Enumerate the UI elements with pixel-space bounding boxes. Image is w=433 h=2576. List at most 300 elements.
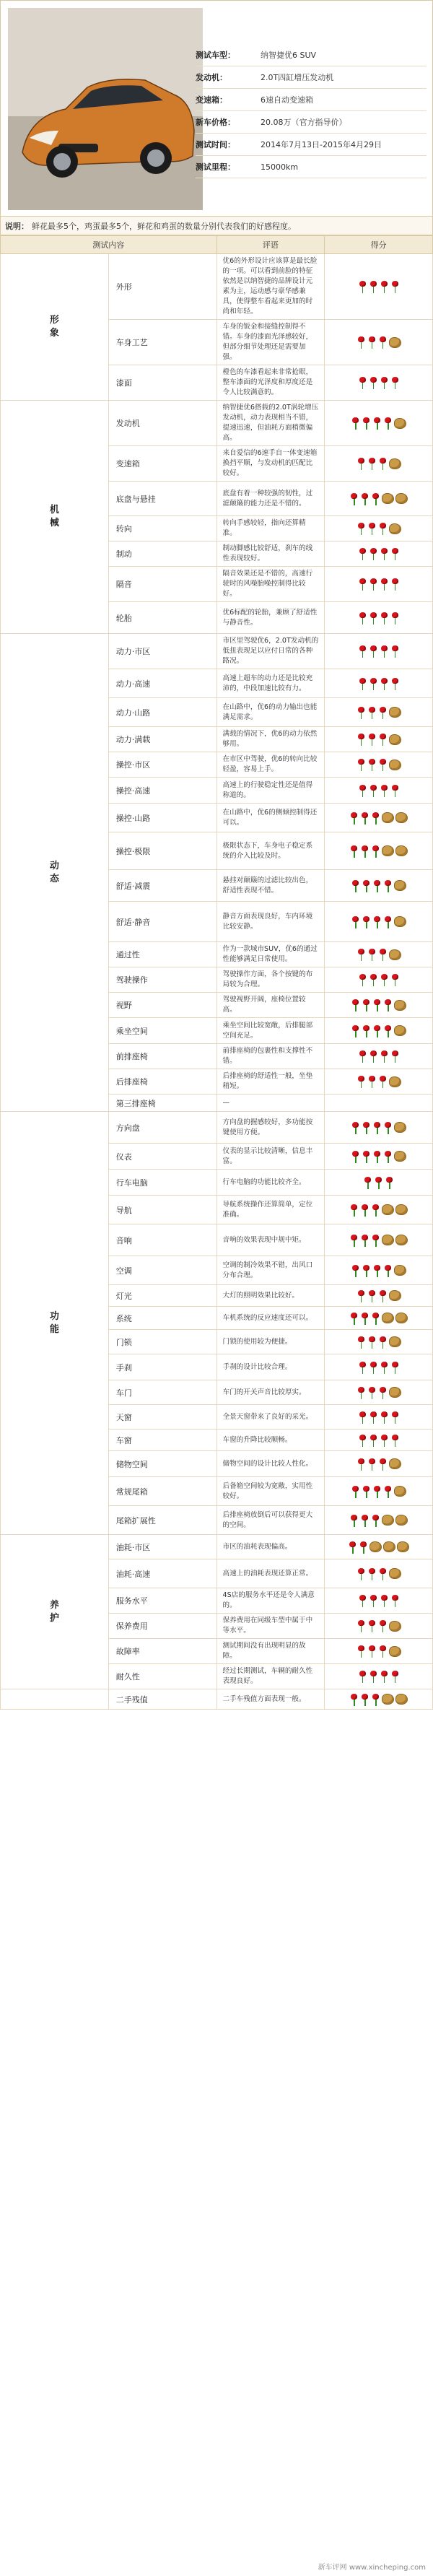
rose-icon (378, 457, 388, 470)
rose-icon (351, 1150, 360, 1163)
spec-engine (196, 66, 427, 89)
category-label: 养护 (49, 1599, 59, 1624)
review-text-cell: 在山路中，优6的侧倾控制得还可以。 (216, 804, 325, 832)
rose-icon (367, 1386, 377, 1399)
rose-icon (390, 280, 400, 293)
review-text-cell: 极限状态下，车身电子稳定系统的介入比较及时。 (216, 832, 325, 870)
egg-icon (395, 1313, 408, 1323)
rose-icon (380, 547, 389, 560)
score-cell (325, 1405, 433, 1430)
rose-icon (357, 336, 366, 349)
spec-test-time (196, 134, 427, 156)
score-cell (325, 1018, 433, 1044)
table-row (1, 1112, 433, 1144)
rose-icon (360, 845, 369, 858)
review-text-cell: 悬挂对颠簸的过滤比较出色，舒适性表现不错。 (216, 870, 325, 902)
rose-icon (358, 547, 367, 560)
score-cell (325, 1256, 433, 1285)
review-text-cell: 优6标配的轮胎，兼顾了舒适性与静音性。 (216, 602, 325, 634)
rose-icon (360, 1312, 369, 1325)
rose-icon (367, 1619, 377, 1632)
score-cell (325, 1535, 433, 1559)
test-item-cell: 制动 (108, 541, 216, 567)
rose-icon (358, 677, 367, 690)
rose-icon (378, 336, 388, 349)
rose-icon (351, 1485, 360, 1498)
rose-icon (362, 915, 371, 928)
review-text-cell: 仪表的显示比较清晰，信息丰富。 (216, 1144, 325, 1170)
score-cell (325, 698, 433, 727)
rose-icon (357, 733, 366, 746)
score-cell (325, 1330, 433, 1354)
rose-icon (369, 612, 378, 625)
review-text-cell: 高速上超车的动力还是比较充沛的，中段加速比较有力。 (216, 669, 325, 698)
rose-icon (390, 645, 400, 658)
rose-icon (358, 645, 367, 658)
egg-icon (394, 1486, 406, 1497)
review-text-cell: 门锁的使用较为便捷。 (216, 1330, 325, 1354)
egg-icon (394, 1000, 406, 1011)
rose-icon (367, 758, 377, 771)
test-item-cell: 前排座椅 (108, 1044, 216, 1069)
test-item-cell: 常规尾箱 (108, 1477, 216, 1506)
rose-icon (372, 1264, 382, 1277)
rose-icon (383, 1485, 393, 1498)
rose-icon (357, 948, 366, 961)
test-item-cell: 视野 (108, 993, 216, 1018)
egg-icon (394, 1025, 406, 1036)
score-cell (325, 1285, 433, 1307)
spec-label: 测试车型： (196, 51, 235, 60)
review-text-cell: 空调的制冷效果不错，出风口分布合理。 (216, 1256, 325, 1285)
egg-icon (395, 1204, 408, 1215)
category-label: 功能 (49, 1310, 59, 1335)
test-item-cell: 舒适·静音 (108, 902, 216, 942)
score-cell (325, 1044, 433, 1069)
test-item-cell: 后排座椅 (108, 1069, 216, 1095)
rose-icon (367, 1645, 377, 1658)
spec-list (196, 44, 427, 178)
review-text-cell: 市区里驾驶优6，2.0T发动机的低扭表现足以应付日常的各种路况。 (216, 634, 325, 669)
rose-icon (385, 1176, 394, 1189)
rose-icon (372, 915, 382, 928)
review-text-cell: 隔音效果还是不错的，高速行驶时的风噪胎噪控制得比较好。 (216, 567, 325, 602)
spec-gearbox (196, 89, 427, 111)
rose-icon (380, 612, 389, 625)
test-item-cell: 操控·高速 (108, 778, 216, 804)
rose-icon (349, 1514, 359, 1527)
rose-icon (378, 1458, 388, 1471)
rose-icon (378, 948, 388, 961)
egg-icon (389, 760, 401, 770)
rose-icon (367, 948, 377, 961)
rose-icon (383, 915, 393, 928)
egg-icon (395, 493, 408, 504)
header-block (0, 0, 433, 217)
spec-value: 2.0T四缸增压发动机 (261, 73, 334, 82)
spec-value: 2014年7月13日-2015年4月29日 (261, 140, 382, 149)
test-item-cell: 动力·满载 (108, 727, 216, 752)
rose-icon (380, 973, 389, 986)
rose-icon (367, 1458, 377, 1471)
rose-icon (378, 1075, 388, 1088)
rose-icon (349, 845, 359, 858)
review-text-cell: 静音方面表现良好，车内环境比较安静。 (216, 902, 325, 942)
review-text-cell: 橙色的车漆看起来非常抢眼，整车漆面的光泽度和厚度还是令人比较满意的。 (216, 365, 325, 401)
rose-icon (358, 1411, 367, 1424)
rose-icon (357, 1289, 366, 1302)
score-cell (325, 1170, 433, 1196)
test-item-cell: 耐久性 (108, 1664, 216, 1689)
review-text-cell: 手刹的设计比较合理。 (216, 1354, 325, 1380)
score-cell (325, 1380, 433, 1405)
rose-icon (380, 645, 389, 658)
table-header-row (1, 236, 433, 254)
test-item-cell: 隔音 (108, 567, 216, 602)
score-cell (325, 634, 433, 669)
rose-icon (380, 280, 389, 293)
review-table (0, 235, 433, 1710)
rose-icon (380, 784, 389, 797)
egg-icon (389, 949, 401, 960)
rose-icon (369, 1670, 378, 1683)
review-text-cell: 二手车残值方面表现一般。 (216, 1689, 325, 1710)
review-text-cell: 前排座椅的包裹性和支撑性不错。 (216, 1044, 325, 1069)
egg-icon (382, 845, 394, 856)
table-row (1, 1689, 433, 1710)
rose-icon (357, 1336, 366, 1349)
score-cell (325, 1451, 433, 1477)
rose-icon (390, 612, 400, 625)
rose-icon (369, 973, 378, 986)
review-text-cell: 4S店的服务水平还是令人满意的。 (216, 1588, 325, 1614)
rose-icon (378, 1645, 388, 1658)
score-cell (325, 541, 433, 567)
rose-icon (367, 733, 377, 746)
table-row (1, 401, 433, 446)
rose-icon (371, 845, 380, 858)
table-row (1, 634, 433, 669)
rose-icon (390, 784, 400, 797)
category-cell (1, 1689, 109, 1710)
egg-icon (389, 707, 401, 718)
review-text-cell: 在山路中，优6的动力输出也能满足需求。 (216, 698, 325, 727)
egg-icon (389, 1290, 401, 1301)
rose-icon (371, 1234, 380, 1247)
rose-icon (362, 1264, 371, 1277)
rose-icon (367, 457, 377, 470)
test-item-cell: 乘坐空间 (108, 1018, 216, 1044)
test-item-cell: 门锁 (108, 1330, 216, 1354)
rose-icon (358, 280, 367, 293)
egg-icon (394, 1122, 406, 1133)
score-cell (325, 1307, 433, 1330)
rose-icon (362, 1150, 371, 1163)
rose-icon (372, 417, 382, 430)
egg-icon (397, 1541, 409, 1552)
rose-icon (371, 1693, 380, 1706)
egg-icon (395, 1694, 408, 1705)
note-label: 说明： (5, 221, 29, 231)
score-cell (325, 254, 433, 320)
rose-icon (378, 1289, 388, 1302)
category-label: 形象 (49, 315, 59, 339)
score-cell (325, 902, 433, 942)
rose-icon (351, 915, 360, 928)
egg-icon (395, 845, 408, 856)
test-item-cell: 底盘与悬挂 (108, 482, 216, 516)
review-text-cell: 制动脚感比较舒适，刹车的线性表现较好。 (216, 541, 325, 567)
score-cell (325, 1559, 433, 1588)
rose-icon (378, 1386, 388, 1399)
test-item-cell: 动力·市区 (108, 634, 216, 669)
review-text-cell: 保养费用在同级车型中属于中等水平。 (216, 1614, 325, 1639)
rose-icon (367, 1336, 377, 1349)
rose-icon (371, 1514, 380, 1527)
rose-icon (357, 457, 366, 470)
rose-icon (349, 1204, 359, 1217)
test-item-cell: 轮胎 (108, 602, 216, 634)
test-item-cell: 转向 (108, 516, 216, 541)
rose-icon (383, 879, 393, 892)
rose-icon (369, 547, 378, 560)
rose-icon (351, 417, 360, 430)
score-cell (325, 1477, 433, 1506)
rose-icon (357, 1619, 366, 1632)
test-item-cell: 操控·山路 (108, 804, 216, 832)
review-text-cell: 全景天窗带来了良好的采光。 (216, 1405, 325, 1430)
score-cell (325, 752, 433, 778)
rose-icon (369, 1594, 378, 1607)
score-cell (325, 365, 433, 401)
rose-icon (362, 1121, 371, 1134)
rose-icon (390, 1594, 400, 1607)
spec-value: 15000km (261, 162, 299, 172)
rose-icon (357, 1386, 366, 1399)
category-label: 动态 (49, 860, 59, 884)
rose-icon (357, 1458, 366, 1471)
rose-icon (358, 1594, 367, 1607)
rose-icon (383, 1264, 393, 1277)
test-item-cell: 保养费用 (108, 1614, 216, 1639)
review-text-cell: 车身的钣金和接缝控制得不错。车身的漆面光泽感较好，但部分细节处理还是需要加强。 (216, 320, 325, 365)
egg-icon (389, 1458, 401, 1469)
review-text-cell: 后排座椅的舒适性一般，坐垫稍短。 (216, 1069, 325, 1095)
egg-icon (389, 523, 401, 534)
rose-icon (380, 376, 389, 389)
rose-icon (378, 1567, 388, 1580)
egg-icon (389, 734, 401, 745)
rose-icon (380, 1050, 389, 1063)
review-text-cell: 行车电脑的功能比较齐全。 (216, 1170, 325, 1196)
spec-label: 测试里程： (196, 162, 235, 172)
rose-icon (357, 758, 366, 771)
rose-icon (351, 1024, 360, 1037)
review-text-cell: 纳智捷优6搭载的2.0T涡轮增压发动机，动力表现相当不错，提速迅速，但油耗方面稍微偏高。 (216, 401, 325, 446)
score-cell (325, 1664, 433, 1689)
col-review: 评语 (216, 236, 325, 254)
score-cell (325, 778, 433, 804)
egg-icon (389, 1387, 401, 1398)
review-text-cell: 驾驶操作方面，各个按键的布局较为合理。 (216, 967, 325, 993)
spec-price (196, 111, 427, 134)
rose-icon (390, 1411, 400, 1424)
rose-icon (358, 973, 367, 986)
review-text-cell: 导航系统操作还算简单，定位准确。 (216, 1196, 325, 1224)
score-cell (325, 967, 433, 993)
rose-icon (357, 706, 366, 719)
test-item-cell: 驾驶操作 (108, 967, 216, 993)
rose-icon (380, 1361, 389, 1374)
rose-icon (369, 1361, 378, 1374)
test-item-cell: 系统 (108, 1307, 216, 1330)
egg-icon (394, 418, 406, 429)
rose-icon (358, 612, 367, 625)
rose-icon (358, 376, 367, 389)
score-cell (325, 1224, 433, 1256)
score-cell (325, 1430, 433, 1451)
egg-icon (382, 1694, 394, 1705)
test-item-cell: 发动机 (108, 401, 216, 446)
rose-icon (367, 522, 377, 535)
rose-icon (349, 1693, 359, 1706)
test-item-cell: 油耗·市区 (108, 1535, 216, 1559)
rose-icon (362, 998, 371, 1011)
review-text-cell: 后备箱空间较为宽敞，实用性较好。 (216, 1477, 325, 1506)
rose-icon (369, 376, 378, 389)
test-item-cell: 故障率 (108, 1639, 216, 1664)
rose-icon (348, 1541, 357, 1554)
score-cell (325, 1196, 433, 1224)
rose-icon (383, 417, 393, 430)
rose-icon (372, 879, 382, 892)
rose-icon (390, 578, 400, 591)
egg-icon (389, 1076, 401, 1087)
watermark: 新车评网 www.xincheping.com (318, 2564, 426, 2572)
rose-icon (357, 1645, 366, 1658)
score-cell (325, 516, 433, 541)
rose-icon (372, 1121, 382, 1134)
test-item-cell: 动力·高速 (108, 669, 216, 698)
test-item-cell: 行车电脑 (108, 1170, 216, 1196)
test-item-cell: 舒适·减震 (108, 870, 216, 902)
score-cell (325, 1354, 433, 1380)
egg-icon (382, 1313, 394, 1323)
test-item-cell: 油耗·高速 (108, 1559, 216, 1588)
rose-icon (371, 811, 380, 824)
rose-icon (369, 677, 378, 690)
test-item-cell: 灯光 (108, 1285, 216, 1307)
rose-icon (357, 1567, 366, 1580)
review-text-cell: 作为一款城市SUV，优6的通过性能够满足日常使用。 (216, 942, 325, 967)
score-cell (325, 320, 433, 365)
egg-icon (382, 1204, 394, 1215)
egg-icon (395, 812, 408, 823)
rose-icon (360, 1514, 369, 1527)
rose-icon (367, 706, 377, 719)
rose-icon (349, 811, 359, 824)
test-item-cell: 漆面 (108, 365, 216, 401)
review-text-cell: 乘坐空间比较宽敞，后排腿部空间充足。 (216, 1018, 325, 1044)
test-item-cell: 天窗 (108, 1405, 216, 1430)
egg-icon (389, 1568, 401, 1579)
rose-icon (358, 1050, 367, 1063)
rose-icon (380, 1594, 389, 1607)
score-cell (325, 1639, 433, 1664)
rose-icon (383, 998, 393, 1011)
score-cell (325, 401, 433, 446)
egg-icon (383, 1541, 395, 1552)
review-text-cell: — (216, 1095, 325, 1112)
rose-icon (357, 522, 366, 535)
category-cell (1, 254, 109, 401)
rose-icon (378, 706, 388, 719)
rose-icon (378, 1619, 388, 1632)
review-text-cell: 满载的情况下，优6的动力依然够用。 (216, 727, 325, 752)
spec-value: 6速自动变速箱 (261, 95, 313, 105)
rose-icon (351, 1121, 360, 1134)
test-item-cell: 通过性 (108, 942, 216, 967)
test-item-cell: 操控·市区 (108, 752, 216, 778)
rose-icon (369, 645, 378, 658)
score-cell (325, 1689, 433, 1710)
rose-icon (360, 492, 369, 505)
rose-icon (390, 1434, 400, 1447)
rose-icon (378, 1336, 388, 1349)
rose-icon (369, 578, 378, 591)
category-cell (1, 1535, 109, 1689)
review-text-cell: 高速上的油耗表现还算正常。 (216, 1559, 325, 1588)
rose-icon (349, 492, 359, 505)
rose-icon (349, 1312, 359, 1325)
score-cell (325, 669, 433, 698)
score-cell (325, 727, 433, 752)
score-cell (325, 1069, 433, 1095)
rose-icon (374, 1176, 383, 1189)
rose-icon (367, 1567, 377, 1580)
rose-icon (390, 1050, 400, 1063)
test-item-cell: 车身工艺 (108, 320, 216, 365)
rose-icon (367, 1289, 377, 1302)
egg-icon (394, 1151, 406, 1162)
test-item-cell: 服务水平 (108, 1588, 216, 1614)
rose-icon (358, 1361, 367, 1374)
test-item-cell: 手刹 (108, 1354, 216, 1380)
spec-label: 新车价格： (196, 118, 235, 127)
rose-icon (390, 973, 400, 986)
col-score: 得分 (325, 236, 433, 254)
test-item-cell: 外形 (108, 254, 216, 320)
score-cell (325, 446, 433, 482)
category-label: 机械 (49, 505, 59, 528)
egg-icon (389, 1646, 401, 1657)
rose-icon (362, 1485, 371, 1498)
score-legend-note (0, 217, 433, 235)
egg-icon (394, 880, 406, 891)
rose-icon (369, 1434, 378, 1447)
score-cell (325, 804, 433, 832)
rose-icon (380, 677, 389, 690)
score-cell (325, 1112, 433, 1144)
rose-icon (378, 522, 388, 535)
rose-icon (378, 758, 388, 771)
review-text-cell: 高速上的行驶稳定性还是值得称道的。 (216, 778, 325, 804)
review-text-cell: 转向手感较轻，指向还算精准。 (216, 516, 325, 541)
category-cell (1, 401, 109, 634)
table-row (1, 254, 433, 320)
spec-label: 测试时间： (196, 140, 235, 149)
review-text-cell: 音响的效果表现中规中矩。 (216, 1224, 325, 1256)
